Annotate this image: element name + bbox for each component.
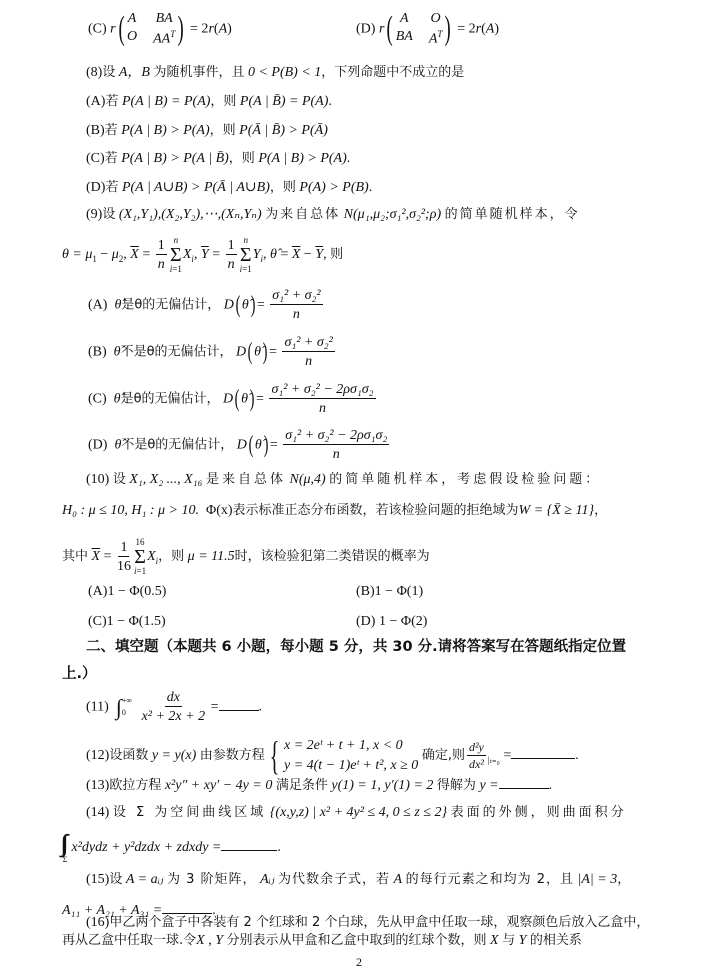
option-label: (D) [86,180,106,195]
stem-text: 设 Σ 为空间曲线区域 [112,805,267,820]
q10-option-d [356,615,427,629]
left-paren: ( [118,10,125,48]
end-mark: . [575,748,579,764]
stem-text: ，则 [158,549,185,565]
end-mark: . [212,903,216,918]
q8-stem [86,66,464,80]
rank-symbol: r [378,21,385,37]
option-value: 1 − Φ(0.5) [107,584,167,599]
q10-option-a [88,585,166,599]
rank-symbol: r [110,21,116,37]
question-number: (9) [86,207,103,222]
answer-blank[interactable] [499,776,549,789]
end-mark: . [277,840,281,856]
q10-option-b [356,585,423,599]
double-integral-sign: Σ [62,855,68,864]
phi-function: Φ(x) [205,503,233,518]
sample: (X₁,Y₁),(X₂,Y₂),⋯,(Xₙ,Yₙ) [118,207,262,222]
stem-condition: 0 < P(B) < 1 [247,65,322,80]
parametric-system: { x = 2eᵗ + t + 1, x < 0 y = 4(t − 1)eᵗ + t², x ≥ 0 [269,733,419,778]
integral-sign: ∫ [115,694,122,720]
right-paren: ) [444,10,452,48]
q8-option-b [86,124,328,138]
option-label: (D) [356,21,376,37]
stem-text: ， [617,872,631,887]
rhs: = 2r(A) [457,21,499,37]
option-text: 若 [105,180,119,195]
stem-text: 的简单随机样本，令 [444,207,580,222]
option-label: (B) [88,344,107,360]
option-label: (D) [356,614,376,629]
stem-text: 的相关系 [529,933,582,948]
stem-text: 欧拉方程 [109,778,162,793]
q8-option-c [86,152,350,166]
stem-text: 分别表示从甲盒和乙盒中取到的红球个数，则 [226,933,487,948]
right-paren: ) [177,10,184,48]
premise: P(A | A∪B) > P(Ā | A∪B) [121,180,270,195]
stem-text: ，下列命题中不成立的是 [321,65,465,80]
premise: P(A | B) > P(A | B̄) [121,151,229,166]
q10-option-c [88,615,166,629]
stem-text: 其中 [62,549,89,565]
q8-option-a [86,95,332,109]
q9-option-d: (D) θ̂不是θ的无偏估计， D( θ̂) = $\frac{\text{σ₁² + σ₂² − 2ρσ₁σ₂}}{n}$ [88,428,388,463]
matrix-def: A = aᵢⱼ [125,872,164,887]
conclusion: P(Ā | B̄) > P(Ā) [239,123,328,138]
option-text: 不是θ的无偏估计， [120,344,233,360]
stem-text: 则 [330,247,344,263]
section-heading-cont: 上.） [62,666,97,682]
option-end: . [368,180,373,195]
determinant: |A| = 3 [577,872,618,887]
q9-option-c: (C) θ̂是θ的无偏估计， D( θ̂) = $\frac{\text{σ₁² + σ₂² − 2ρσ₁σ₂}}{n}$ [88,382,374,417]
evaluation-point: |ₜ₌₀ [487,755,500,766]
stem-text: 设函数 [109,748,149,764]
answer-blank[interactable] [162,901,212,914]
distribution: N(μ₁,μ₂;σ₁²,σ₂²;ρ) [343,207,442,222]
stem-text: 设 [102,65,116,80]
q10-line3: 其中 $\overline{X}$ = $\frac{1}{16}$ 16 Σ i=1 $X_i$，则 μ = 11.5时，该检验犯第二类错误的概率为 [62,537,430,576]
stem-text: 与 [502,933,516,948]
question-number: (12) [86,748,110,764]
stem-text: 为来自总体 [265,207,341,222]
q7-option-d [356,12,499,47]
stem-text: 确定,则 [421,748,465,764]
q15-line1 [86,873,630,887]
equals: = [503,748,512,764]
matrix-d: A O BA $A^T$ [395,11,443,47]
variance-fraction: $\frac{\text{σ₁² + σ₂² − 2ρσ₁σ₂}}{n}$ [271,382,374,417]
var-y: Y [215,933,223,948]
q9-option-b: (B) θ̂不是θ的无偏估计， D( θ̂) = $\frac{\text{σ₁² + σ₂²}}{n}$ [88,335,333,370]
option-label: (C) [88,614,107,629]
q8-option-d [86,181,372,195]
stem-text: 表示标准正态分布函数，若该检验问题的拒绝域为 [232,503,519,518]
option-end: . [328,94,332,109]
question-number: (11) [86,699,109,715]
mu-value: μ = 11.5 [187,549,235,565]
function: y = y(x) [151,748,197,764]
q12 [86,733,579,778]
end-mark: . [548,778,553,793]
option-label: (B) [86,123,105,138]
q10-line2 [62,504,607,518]
option-text: 若 [104,123,118,138]
euler-equation: x²y″ + xy′ − 4y = 0 [164,778,273,793]
option-text: ，则 [209,123,236,138]
left-paren: ( [386,10,394,48]
stem-text: 为随机事件，且 [153,65,245,80]
option-text: 不是θ的无偏估计， [121,437,234,453]
stem-text: 由参数方程 [199,748,265,764]
cofactor: Aᵢⱼ [260,872,275,887]
rejection-region: W = {X̄ ≥ 11} [518,503,595,518]
q11 [86,690,262,725]
stem-text: 满足条件 [275,778,328,793]
answer-blank[interactable] [511,746,575,759]
integral-limits: +∞ 0 [121,695,133,718]
option-value: 1 − Φ(1) [374,584,424,599]
end-mark: . [258,699,262,715]
page-number: 2 [356,955,362,969]
stem-text: 甲乙两个盒子中各装有 2 个红球和 2 个白球，先从甲盒中任取一球，观察颜色后放入乙盒中， [109,915,650,930]
q14-line2 [62,832,281,864]
sample: X₁, X₂ ..., X₁₆ [129,472,203,487]
option-label: (D) [88,437,108,453]
question-number: (16) [86,915,110,930]
option-text: 是θ的无偏估计， [121,297,221,313]
question-number: (10) [86,472,110,487]
stem-text: ， [594,503,608,518]
option-label: (C) [88,391,107,407]
q10-line1 [86,473,601,487]
q9-option-a: (A) θ̂是θ的无偏估计， D( θ̂) = $\frac{\text{σ₁² + σ₂²}}{n}$ [88,288,321,323]
stem-text: 再从乙盒中任取一球.令 [62,933,197,948]
answer-prefix: y = [479,778,499,793]
option-text: 是θ的无偏估计， [120,391,220,407]
option-value: 1 − Φ(2) [378,614,428,629]
q9-stem [86,208,580,222]
rhs: = 2r(A) [190,21,232,37]
q16-line1 [86,916,649,930]
stem-text: 为 3 阶矩阵， [167,872,257,887]
question-number: (14) [86,805,110,820]
stem-text: 是来自总体 [205,472,286,487]
answer-blank[interactable] [221,838,277,851]
question-number: (13) [86,778,110,793]
option-text: ，则 [210,94,237,109]
stem-text: 为代数余子式，若 [278,872,391,887]
stem-vars: A，B [118,65,150,80]
q14-line1 [86,806,627,820]
integrand: $\frac{dx}{\text{x² + 2x + 2}}$ [141,690,206,725]
q13 [86,776,552,793]
premise: P(A | B) > P(A) [121,123,210,138]
question-number: (8) [86,65,103,80]
stem-text: 的简单随机样本，考虑假设检验问题： [329,472,602,487]
option-label: (A) [88,584,108,599]
stem-text: 表面的外侧，则曲面积分 [450,805,627,820]
stem-text: 得解为 [436,778,476,793]
stem-text: 的每行元素之和均为 2，且 [405,872,575,887]
option-text: 若 [104,151,118,166]
option-label: (C) [86,151,105,166]
cofactor-sum: A₁₁ + A₂₁ + A₃₁ = [62,903,163,918]
option-end: . [346,151,351,166]
q7-option-c [88,12,232,47]
premise: P(A | B) = P(A) [121,94,211,109]
section-heading: 二、填空题（本题共 6 小题，每小题 5 分，共 30 分.请将答案写在答题纸指定位置 [86,639,627,655]
option-text: ，则 [228,151,255,166]
option-label: (A) [88,297,108,313]
q16-line2 [62,934,582,948]
conclusion: P(A | B) > P(A) [258,151,347,166]
var-x: X [196,933,205,948]
initial-conditions: y(1) = 1, y′(1) = 2 [331,778,434,793]
stem-text: 设 [109,872,123,887]
stem-text: 时，该检验犯第二类错误的概率为 [234,549,430,565]
hypotheses: H₀ : μ ≤ 10, H₁ : μ > 10. [62,503,199,518]
second-derivative: $\frac{\text{d²y}}{\text{dx²}}$ [468,739,484,771]
separator: , [204,933,216,948]
variance-fraction: $\frac{\text{σ₁² + σ₂² − 2ρσ₁σ₂}}{n}$ [285,428,388,463]
conclusion: P(A) > P(B) [299,180,369,195]
question-number: (15) [86,872,110,887]
option-text: 若 [105,94,119,109]
equals: = [210,699,219,715]
matrix-A: A [393,872,403,887]
conclusion: P(A | B̄) = P(A) [239,94,329,109]
q9-definitions: $\theta = \mu_1 - \mu_2$, $\overline{X}$ = $\frac{1}{n}$ n Σ i=1 $X_i$, $\overline{Y}$ = $\frac{1}{n}$ n Σ i=1 $Y_i$, θ̂ = $\overline{X} - \overline{Y}$, 则 [62,235,344,274]
stem-text: 设 [102,207,116,222]
variance-fraction: $\frac{\text{σ₁² + σ₂²}}{n}$ [284,335,333,370]
variance-fraction: $\frac{\text{σ₁² + σ₂²}}{n}$ [272,288,321,323]
option-label: (A) [86,94,106,109]
stem-text: 设 [112,472,126,487]
answer-blank[interactable] [219,698,259,711]
option-label: (B) [356,584,375,599]
region: {(x,y,z) | x² + 4y² ≤ 4, 0 ≤ z ≤ 2} [269,805,448,820]
var-x: X [490,933,499,948]
integrand: x²dydz + y²dzdx + zdxdy = [71,840,222,856]
distribution: N(μ,4) [289,472,326,487]
option-label: (C) [88,21,107,37]
option-value: 1 − Φ(1.5) [106,614,166,629]
option-text: ，则 [269,180,296,195]
var-y: Y [518,933,527,948]
matrix-c: A BA O $AA^T$ [126,11,176,47]
